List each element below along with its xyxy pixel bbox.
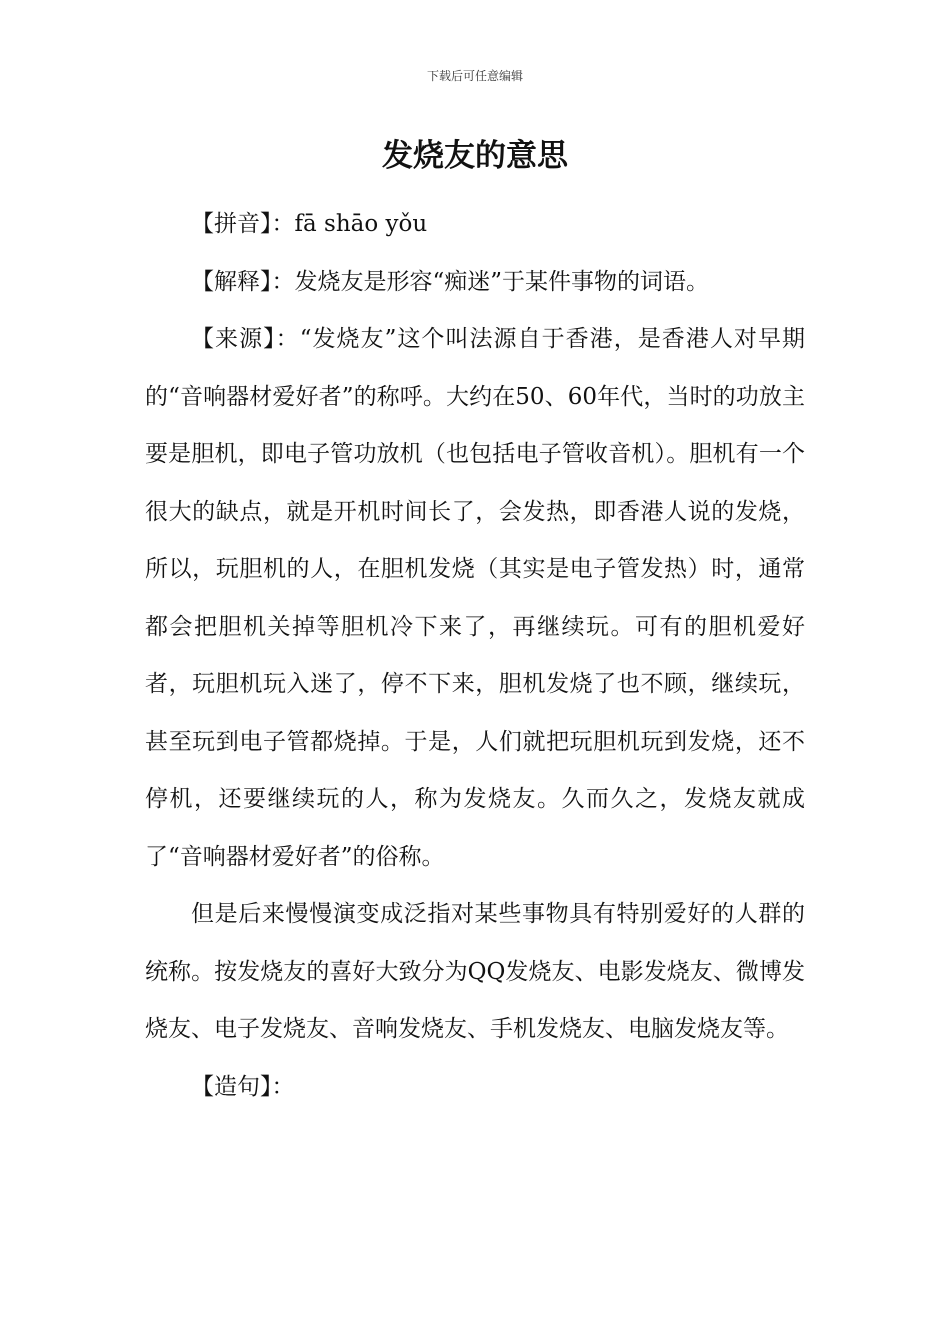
explanation-paragraph <box>145 254 805 312</box>
document-body <box>145 196 805 1116</box>
pinyin-paragraph <box>145 196 805 254</box>
extension-paragraph: 但是后来慢慢演变成泛指对某些事物具有特别爱好的人群的统称。按发烧友的喜好大致分为QQ发烧友、电影发烧友、微博发烧友、电子发烧友、音响发烧友、手机发烧友、电脑发烧友等。 <box>145 901 805 1042</box>
source-text: “发烧友”这个叫法源自于香港，是香港人对早期的“音响器材爱好者”的称呼。大约在50、60年代，当时的功放主要是胆机，即电子管功放机（也包括电子管收音机）。胆机有一个很大的缺点，就是开机时间长了，会发热，即香港人说的发烧，所以，玩胆机的人，在胆机发烧（其实是电子管发热）时，通常都会把胆机关掉等胆机冷下来了，再继续玩。可有的胆机爱好者，玩胆机玩入迷了，停不下来，胆机发烧了也不顾，继续玩，甚至玩到电子管都烧掉。于是，人们就把玩胆机玩到发烧，还不停机，还要继续玩的人，称为发烧友。久而久之，发烧友就成了“音响器材爱好者”的俗称。 <box>145 326 805 870</box>
pinyin-label: 【拼音】： <box>191 211 295 237</box>
source-label: 【来源】： <box>191 326 300 352</box>
pinyin-text: fā shāo yǒu <box>294 211 428 237</box>
source-paragraph <box>145 311 805 886</box>
explanation-label: 【解释】： <box>191 268 295 295</box>
document-title: 发烧友的意思 <box>382 138 568 174</box>
page-header: 下载后可任意编辑 <box>426 69 523 83</box>
example-paragraph <box>145 1059 805 1117</box>
example-label: 【造句】： <box>191 1073 295 1100</box>
explanation-text: 发烧友是形容“痴迷”于某件事物的词语。 <box>294 268 710 295</box>
